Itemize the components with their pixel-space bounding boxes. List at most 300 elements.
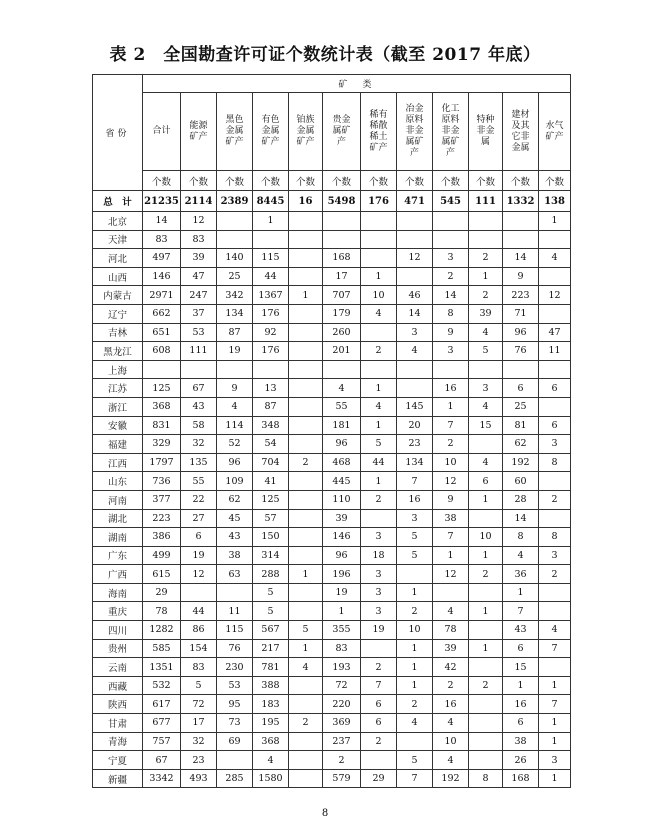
category-header-label: 水气矿产 [545, 120, 564, 142]
count-cell [289, 528, 323, 547]
count-cell [433, 230, 469, 249]
count-cell: 115 [253, 249, 289, 268]
category-header [361, 93, 397, 171]
count-cell: 1 [433, 546, 469, 565]
category-header-label: 贵金属矿产 [332, 115, 351, 147]
province-cell: 贵州 [93, 639, 143, 658]
count-cell: 12 [181, 212, 217, 231]
count-cell [217, 230, 253, 249]
province-cell: 江西 [93, 453, 143, 472]
count-cell: 154 [181, 639, 217, 658]
count-cell [361, 639, 397, 658]
count-cell [289, 342, 323, 361]
page-number: 8 [321, 808, 329, 819]
count-cell: 4 [469, 323, 503, 342]
province-cell: 湖南 [93, 528, 143, 547]
count-cell: 4 [469, 397, 503, 416]
province-cell: 山西 [93, 267, 143, 286]
category-header-label: 稀有稀散稀土矿产 [369, 109, 388, 153]
count-cell: 92 [253, 323, 289, 342]
count-cell: 1 [503, 583, 539, 602]
count-cell: 3 [539, 435, 571, 454]
count-cell: 4 [433, 602, 469, 621]
category-header-label: 化工原料非金属矿产 [441, 104, 460, 158]
count-cell: 288 [253, 565, 289, 584]
province-cell: 吉林 [93, 323, 143, 342]
count-cell: 53 [217, 676, 253, 695]
count-cell: 230 [217, 658, 253, 677]
count-cell: 1 [469, 267, 503, 286]
count-cell: 10 [433, 453, 469, 472]
count-cell: 43 [181, 397, 217, 416]
count-cell [469, 751, 503, 770]
count-cell [433, 583, 469, 602]
count-cell: 9 [433, 490, 469, 509]
count-cell: 2 [469, 676, 503, 695]
count-cell: 23 [181, 751, 217, 770]
count-cell: 1 [397, 676, 433, 695]
category-header [217, 93, 253, 171]
count-cell: 355 [323, 621, 361, 640]
count-cell: 736 [143, 472, 181, 491]
count-cell: 76 [503, 342, 539, 361]
count-cell [539, 230, 571, 249]
table-row [93, 546, 571, 565]
total-cell: 138 [539, 191, 571, 212]
count-cell: 78 [433, 621, 469, 640]
count-cell: 368 [143, 397, 181, 416]
count-cell: 55 [181, 472, 217, 491]
table-row [93, 435, 571, 454]
category-header [469, 93, 503, 171]
count-cell [539, 509, 571, 528]
province-cell: 青海 [93, 732, 143, 751]
count-cell: 223 [143, 509, 181, 528]
count-cell: 3 [539, 751, 571, 770]
province-cell: 广东 [93, 546, 143, 565]
count-cell: 55 [323, 397, 361, 416]
count-cell: 2 [539, 490, 571, 509]
count-cell: 14 [503, 249, 539, 268]
count-cell [361, 249, 397, 268]
count-cell: 3 [397, 509, 433, 528]
table-title: 表 2 全国勘查许可证个数统计表（截至 2017 年底） [109, 45, 541, 65]
category-header [433, 93, 469, 171]
count-cell: 1351 [143, 658, 181, 677]
count-cell: 19 [323, 583, 361, 602]
province-cell: 辽宁 [93, 304, 143, 323]
table-row [93, 769, 571, 788]
count-cell: 1 [469, 490, 503, 509]
province-cell: 重庆 [93, 602, 143, 621]
table-row [93, 230, 571, 249]
table-row [93, 453, 571, 472]
count-cell: 497 [143, 249, 181, 268]
province-cell: 西藏 [93, 676, 143, 695]
count-cell: 2 [361, 732, 397, 751]
count-cell: 87 [253, 397, 289, 416]
count-cell: 2 [397, 695, 433, 714]
count-cell [397, 379, 433, 398]
count-cell: 110 [323, 490, 361, 509]
table-row [93, 639, 571, 658]
count-cell: 125 [253, 490, 289, 509]
table-row [93, 509, 571, 528]
province-cell: 山东 [93, 472, 143, 491]
count-cell: 62 [503, 435, 539, 454]
count-cell [469, 509, 503, 528]
count-cell [289, 583, 323, 602]
category-header-label: 建材及其它非金属 [511, 109, 530, 153]
count-cell: 468 [323, 453, 361, 472]
count-cell [289, 230, 323, 249]
count-cell: 5 [289, 621, 323, 640]
count-cell: 2 [433, 676, 469, 695]
count-cell: 47 [181, 267, 217, 286]
count-cell: 1 [253, 212, 289, 231]
total-cell: 176 [361, 191, 397, 212]
count-cell: 38 [433, 509, 469, 528]
province-cell: 云南 [93, 658, 143, 677]
count-cell: 83 [143, 230, 181, 249]
count-cell [217, 360, 253, 379]
count-cell: 145 [397, 397, 433, 416]
category-header-label: 合计 [152, 126, 171, 136]
count-cell: 14 [433, 286, 469, 305]
table-row [93, 397, 571, 416]
count-cell [469, 230, 503, 249]
total-cell: 21235 [143, 191, 181, 212]
table-row [93, 695, 571, 714]
count-cell: 7 [433, 528, 469, 547]
total-label: 总 计 [93, 191, 143, 212]
count-cell [539, 658, 571, 677]
count-cell: 17 [181, 714, 217, 733]
count-cell: 237 [323, 732, 361, 751]
table-row [93, 565, 571, 584]
count-cell: 125 [143, 379, 181, 398]
category-header-label: 特种非金属 [476, 115, 495, 147]
count-cell: 388 [253, 676, 289, 695]
total-cell: 2114 [181, 191, 217, 212]
count-cell: 247 [181, 286, 217, 305]
count-cell: 196 [323, 565, 361, 584]
count-cell [361, 212, 397, 231]
count-cell: 3 [361, 602, 397, 621]
category-header-label: 能源矿产 [189, 120, 208, 142]
count-cell [289, 304, 323, 323]
table-row [93, 267, 571, 286]
unit-header: 个数 [539, 171, 571, 191]
count-cell: 217 [253, 639, 289, 658]
count-cell: 3 [361, 565, 397, 584]
count-cell: 28 [503, 490, 539, 509]
count-cell: 25 [217, 267, 253, 286]
count-cell: 7 [539, 639, 571, 658]
category-header [143, 93, 181, 171]
count-cell: 1 [289, 639, 323, 658]
count-cell: 2 [469, 565, 503, 584]
total-cell: 111 [469, 191, 503, 212]
count-cell: 193 [323, 658, 361, 677]
count-cell: 32 [181, 435, 217, 454]
count-cell: 14 [397, 304, 433, 323]
count-cell: 27 [181, 509, 217, 528]
count-cell: 1797 [143, 453, 181, 472]
table-row [93, 528, 571, 547]
count-cell: 2 [539, 565, 571, 584]
count-cell: 76 [217, 639, 253, 658]
count-cell: 36 [503, 565, 539, 584]
count-cell: 662 [143, 304, 181, 323]
count-cell: 1 [433, 397, 469, 416]
count-cell [181, 360, 217, 379]
count-cell: 608 [143, 342, 181, 361]
count-cell: 38 [503, 732, 539, 751]
count-cell: 15 [469, 416, 503, 435]
unit-header: 个数 [469, 171, 503, 191]
table-row [93, 751, 571, 770]
count-cell: 3 [433, 342, 469, 361]
count-cell [289, 435, 323, 454]
count-cell: 579 [323, 769, 361, 788]
count-cell: 12 [181, 565, 217, 584]
count-cell [289, 695, 323, 714]
count-cell: 181 [323, 416, 361, 435]
count-cell: 10 [397, 621, 433, 640]
count-cell: 192 [433, 769, 469, 788]
count-cell: 83 [323, 639, 361, 658]
count-cell [361, 360, 397, 379]
count-cell [289, 490, 323, 509]
count-cell [289, 212, 323, 231]
count-cell [289, 379, 323, 398]
count-cell: 6 [503, 379, 539, 398]
count-cell [469, 732, 503, 751]
count-cell: 6 [539, 379, 571, 398]
count-cell: 1 [539, 732, 571, 751]
count-cell: 96 [503, 323, 539, 342]
count-cell [397, 267, 433, 286]
count-cell: 4 [397, 714, 433, 733]
table-row [93, 379, 571, 398]
table-row [93, 732, 571, 751]
count-cell: 3 [539, 546, 571, 565]
unit-header: 个数 [503, 171, 539, 191]
count-cell [289, 751, 323, 770]
count-cell [289, 676, 323, 695]
count-cell: 29 [143, 583, 181, 602]
table-row [93, 416, 571, 435]
count-cell: 140 [217, 249, 253, 268]
count-cell: 651 [143, 323, 181, 342]
count-cell: 16 [433, 379, 469, 398]
count-cell: 2 [323, 751, 361, 770]
count-cell: 41 [253, 472, 289, 491]
province-cell: 四川 [93, 621, 143, 640]
count-cell: 183 [253, 695, 289, 714]
count-cell: 3342 [143, 769, 181, 788]
table-row [93, 602, 571, 621]
count-cell [361, 230, 397, 249]
count-cell: 4 [539, 249, 571, 268]
count-cell: 6 [503, 639, 539, 658]
count-cell: 32 [181, 732, 217, 751]
count-cell: 260 [323, 323, 361, 342]
count-cell [289, 323, 323, 342]
count-cell: 445 [323, 472, 361, 491]
count-cell [469, 212, 503, 231]
province-header: 省份 [93, 75, 143, 191]
count-cell [289, 397, 323, 416]
count-cell [289, 416, 323, 435]
count-cell: 5 [397, 751, 433, 770]
category-header-label: 冶金原料非金属矿产 [405, 104, 424, 158]
category-header [539, 93, 571, 171]
count-cell [289, 509, 323, 528]
province-cell: 河南 [93, 490, 143, 509]
count-cell: 6 [539, 416, 571, 435]
count-cell: 39 [181, 249, 217, 268]
total-cell: 2389 [217, 191, 253, 212]
permit-statistics-table [92, 74, 571, 788]
count-cell: 111 [181, 342, 217, 361]
count-cell: 2 [361, 658, 397, 677]
unit-header: 个数 [143, 171, 181, 191]
count-cell: 52 [217, 435, 253, 454]
count-cell [289, 360, 323, 379]
count-cell: 1 [503, 676, 539, 695]
count-cell: 4 [397, 342, 433, 361]
count-cell: 1 [361, 379, 397, 398]
count-cell: 1 [361, 267, 397, 286]
count-cell: 146 [143, 267, 181, 286]
province-cell: 天津 [93, 230, 143, 249]
count-cell [289, 732, 323, 751]
count-cell: 2 [469, 249, 503, 268]
count-cell: 37 [181, 304, 217, 323]
count-cell: 707 [323, 286, 361, 305]
count-cell: 377 [143, 490, 181, 509]
count-cell: 16 [397, 490, 433, 509]
count-cell: 3 [469, 379, 503, 398]
count-cell: 8 [539, 453, 571, 472]
count-cell: 8 [503, 528, 539, 547]
count-cell: 329 [143, 435, 181, 454]
count-cell [397, 360, 433, 379]
count-cell [253, 360, 289, 379]
count-cell: 15 [503, 658, 539, 677]
category-header [289, 93, 323, 171]
count-cell: 368 [253, 732, 289, 751]
count-cell: 4 [433, 714, 469, 733]
count-cell: 135 [181, 453, 217, 472]
total-cell: 545 [433, 191, 469, 212]
total-cell: 471 [397, 191, 433, 212]
mineral-group-header: 矿 类 [143, 75, 571, 93]
count-cell: 23 [397, 435, 433, 454]
count-cell: 7 [397, 769, 433, 788]
count-cell: 53 [181, 323, 217, 342]
count-cell [217, 583, 253, 602]
count-cell [469, 695, 503, 714]
count-cell [503, 360, 539, 379]
count-cell: 5 [361, 435, 397, 454]
province-cell: 上海 [93, 360, 143, 379]
count-cell [469, 714, 503, 733]
table-row [93, 212, 571, 231]
count-cell [253, 230, 289, 249]
table-row [93, 286, 571, 305]
count-cell: 39 [433, 639, 469, 658]
count-cell: 134 [397, 453, 433, 472]
province-cell: 湖北 [93, 509, 143, 528]
table-row [93, 472, 571, 491]
count-cell [539, 472, 571, 491]
count-cell: 5 [253, 583, 289, 602]
count-cell: 1 [397, 639, 433, 658]
count-cell [397, 230, 433, 249]
province-cell: 宁夏 [93, 751, 143, 770]
count-cell: 2971 [143, 286, 181, 305]
count-cell: 1 [397, 658, 433, 677]
count-cell: 10 [469, 528, 503, 547]
count-cell: 6 [361, 714, 397, 733]
count-cell: 14 [503, 509, 539, 528]
count-cell: 314 [253, 546, 289, 565]
count-cell: 342 [217, 286, 253, 305]
count-cell: 12 [539, 286, 571, 305]
category-header-label: 铂族金属矿产 [296, 115, 315, 147]
table-row [93, 323, 571, 342]
count-cell: 71 [503, 304, 539, 323]
province-cell: 海南 [93, 583, 143, 602]
count-cell: 39 [469, 304, 503, 323]
category-header [397, 93, 433, 171]
count-cell [539, 397, 571, 416]
count-cell: 44 [253, 267, 289, 286]
count-cell: 6 [503, 714, 539, 733]
count-cell [397, 212, 433, 231]
count-cell: 3 [433, 249, 469, 268]
table-row [93, 714, 571, 733]
count-cell: 348 [253, 416, 289, 435]
count-cell: 87 [217, 323, 253, 342]
category-header [253, 93, 289, 171]
count-cell [539, 360, 571, 379]
count-cell: 43 [217, 528, 253, 547]
count-cell: 83 [181, 230, 217, 249]
count-cell: 532 [143, 676, 181, 695]
count-cell [361, 323, 397, 342]
count-cell: 12 [433, 472, 469, 491]
count-cell: 96 [323, 546, 361, 565]
count-cell: 168 [323, 249, 361, 268]
count-cell: 43 [503, 621, 539, 640]
table-row [93, 342, 571, 361]
count-cell: 1 [539, 714, 571, 733]
count-cell: 150 [253, 528, 289, 547]
count-cell: 1 [361, 472, 397, 491]
count-cell: 72 [181, 695, 217, 714]
count-cell: 6 [181, 528, 217, 547]
count-cell: 2 [433, 267, 469, 286]
count-cell: 1 [539, 676, 571, 695]
province-cell: 甘肃 [93, 714, 143, 733]
count-cell [289, 602, 323, 621]
count-cell: 11 [217, 602, 253, 621]
count-cell: 6 [469, 472, 503, 491]
